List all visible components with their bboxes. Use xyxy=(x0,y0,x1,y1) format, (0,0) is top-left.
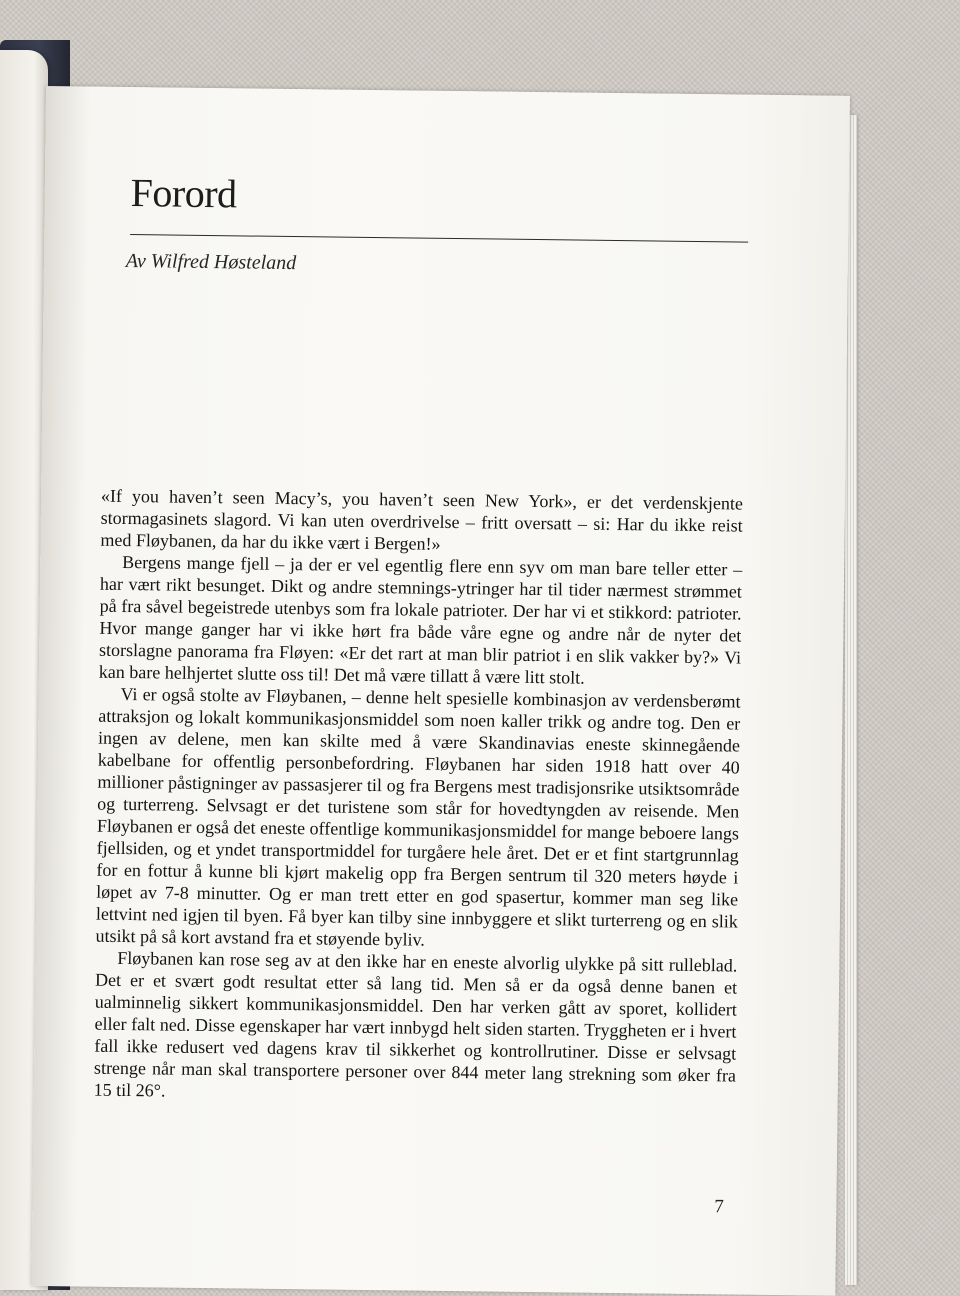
book-page xyxy=(31,86,850,1296)
paragraph-1: «If you haven’t seen Macy’s, you haven’t seen New York», er det verdenskjente stormagasinets slagord. Vi kan uten overdrivelse – fritt oversatt – si: Har du ikke reist med Fløybanen, da har du ikke vært i Bergen!» xyxy=(100,485,744,554)
title-rule xyxy=(130,234,748,243)
paragraph-4: Fløybanen kan rose seg av at den ikke har en eneste alvorlig ulykke på sitt rulleblad. Det er et svært godt resultat etter så lang tid. Men så er da også denne banen et ualminnelig sikkert kommunikasjonsmiddel. Den har verken gått av sporet, kollidert eller falt ned. Disse egenskaper har vært innbygd helt siden starten. Tryggheten er i hvert fall ikke redusert ved dagens krav til sikkerhet og kontrollrutiner. Disse er selvsagt strenge når man skal transportere personer over 844 meter lang strekning som øker fra 15 til 26°. xyxy=(93,947,738,1101)
body-text xyxy=(94,485,743,1109)
page-number: 7 xyxy=(714,1196,724,1218)
paragraph-3: Vi er også stolte av Fløybanen, – denne helt spesielle kombinasjon av verdensberømt attraksjon og lokalt kommunikasjonsmiddel som noen kaller trikk og andre tog. Den er ingen av delene, men kan skilte med å være Skandinavias eneste skinnegående kabelbane for offentlig personbefordring. Fløybanen har siden 1918 hatt over 40 millioner påstigninger av passasjerer til og fra Bergens mest tradisjonsrike utsiktsområde og turterreng. Selvsagt er det turistene som står for hovedtyngden av reisende. Men Fløybanen er også det eneste offentlige kommunikasjonsmiddel for mange beboere langs fjellsiden, og et yndet transportmiddel for turgåere hele året. Det er et fint startgrunnlag for en fottur å kunne bli kjørt makelig opp fra Bergen sentrum til 320 meters høyde i løpet av 7-8 minutter. Og er man trett etter en god spasertur, kommer man seg like lettvint ned igjen til byen. Få byer kan tilby sine innbyggere et slikt turterreng og en slik utsikt på så kort avstand fra et støyende byliv. xyxy=(95,683,741,950)
chapter-title: Forord xyxy=(130,170,237,217)
author-byline: Av Wilfred Høsteland xyxy=(125,249,297,275)
paragraph-2: Bergens mange fjell – ja der er vel egentlig flere enn syv om man bare teller etter – har vært rikt besunget. Dikt og andre stemnings-ytringer har til tider nærmest strømmet på fra såvel begeistrede utenbys som fra lokale patrioter. Der har vi et stikkord: patrioter. Hvor mange ganger har vi ikke hørt fra både våre egne og andre når de nyter det storslagne panorama fra Fløyen: «Er det rart at man blir patriot i en slik vakker by?» Vi kan bare helhjertet slutte oss til! Det må være tillatt å være litt stolt. xyxy=(98,551,743,688)
